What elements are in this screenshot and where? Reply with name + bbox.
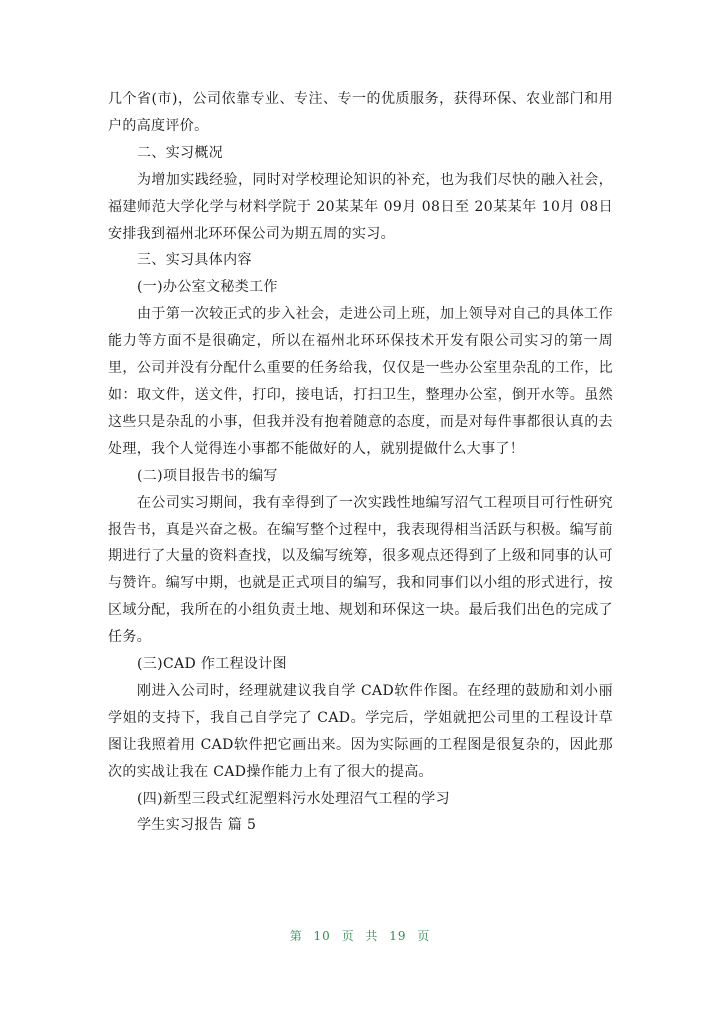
page-number-footer: 第 10 页 共 19 页 bbox=[289, 929, 431, 943]
paragraph: 由于第一次较正式的步入社会，走进公司上班，加上领导对自己的具体工作能力等方面不是很确定，所以在福州北环环保技术开发有限公司实习的第一周里，公司并没有分配什么重要的任务给我，仅仅是一些办公室里杂乱的工作，比如：取文件，送文件，打印，接电话，打扫卫生，整理办公室，倒开水等。虽然这些只是杂乱的小事，但我并没有抱着随意的态度，而是对每件事都很认真的去处理，我个人觉得连小事都不能做好的人，就别提做什么大事了！ bbox=[108, 306, 613, 457]
document-body bbox=[108, 86, 613, 839]
paragraph: 几个省(市)，公司依靠专业、专注、专一的优质服务，获得环保、农业部门和用户的高度评价。 bbox=[108, 91, 613, 134]
paragraph: 在公司实习期间，我有幸得到了一次实践性地编写沼气工程项目可行性研究报告书，真是兴奋之极。在编写整个过程中，我表现得相当活跃与积极。编写前期进行了大量的资料查找，以及编写统筹，很多观点还得到了上级和同事的认可与赞许。编写中期，也就是正式项目的编写，我和同事们以小组的形式进行，按区域分配，我所在的小组负责土地、规划和环保这一块。最后我们出色的完成了任务。 bbox=[108, 494, 613, 646]
subsection-heading: (一)办公室文秘类工作 bbox=[137, 279, 278, 296]
report-title: 学生实习报告 篇 5 bbox=[137, 817, 257, 834]
section-heading: 三、实习具体内容 bbox=[137, 252, 252, 269]
paragraph: 为增加实践经验，同时对学校理论知识的补充，也为我们尽快的融入社会，福建师范大学化学与材料学院于 20某某年 09月 08日至 20某某年 10月 08日安排我到福州北环环保公司为期五周的实习。 bbox=[108, 171, 613, 242]
subsection-heading: (三)CAD 作工程设计图 bbox=[137, 656, 287, 673]
paragraph: 刚进入公司时，经理就建议我自学 CAD软件作图。在经理的鼓励和刘小丽学姐的支持下，我自己自学完了 CAD。学完后，学姐就把公司里的工程设计草图让我照着用 CAD软件把它画出来。因为实际画的工程图是很复杂的，因此那次的实战让我在 CAD操作能力上有了很大的提高。 bbox=[108, 682, 613, 780]
subsection-heading: (四)新型三段式红泥塑料污水处理沼气工程的学习 bbox=[137, 790, 450, 807]
section-heading: 二、实习概况 bbox=[137, 144, 224, 161]
subsection-heading: (二)项目报告书的编写 bbox=[137, 467, 278, 484]
